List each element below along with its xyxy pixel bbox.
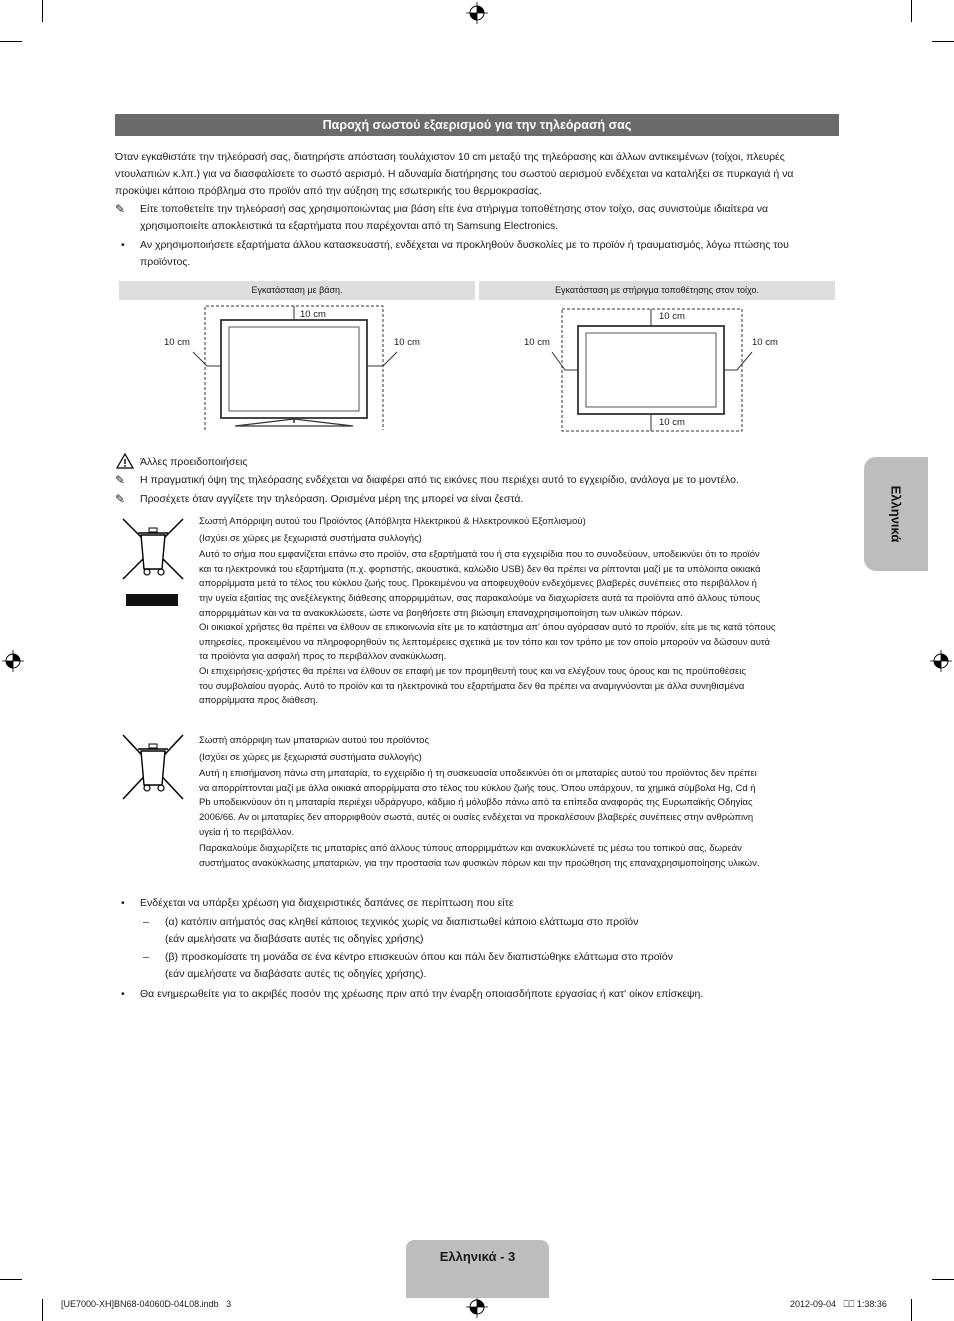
bullet-icon: • [121, 897, 125, 909]
crop-mark [0, 1279, 22, 1280]
note-line: Είτε τοποθετείτε την τηλεόρασή σας χρησιμοποιώντας μια βάση είτε ένα στήριγμα τοποθέτησης στον τοίχο, σας συνιστούμε ιδιαίτερα να [140, 203, 769, 215]
note-pencil-icon: ✎ [115, 473, 126, 487]
crop-mark [932, 41, 954, 42]
note-line: Η πραγματική όψη της τηλεόρασης ενδέχεται να διαφέρει από τις εικόνες που περιέχει αυτό το εγχειρίδιο, ανάλογα με το μοντέλο. [140, 474, 739, 486]
note-line: χρησιμοποιείτε αποκλειστικά τα εξαρτήματα που παρέχονται από τη Samsung Electronics. [140, 220, 559, 232]
note-line: Προσέχετε όταν αγγίζετε την τηλεόραση. Ορισμένα μέρη της μπορεί να είναι ζεστά. [140, 493, 524, 505]
crop-mark [911, 1299, 912, 1321]
note-pencil-icon: ✎ [115, 492, 126, 506]
wall-left-distance: 10 cm [524, 337, 550, 348]
weee-line: τα προϊόντα για ασφαλή προς το περιβάλλον ανακύκλωση. [199, 651, 447, 663]
dash-icon: – [143, 951, 149, 963]
registration-mark-icon [466, 2, 488, 24]
tv-wall-diagram [479, 300, 835, 436]
crop-mark [42, 1299, 43, 1321]
bullet-line: Αν χρησιμοποιήσετε εξαρτήματα άλλου κατασκευαστή, ενδέχεται να προκληθούν δυσκολίες με το προϊόν ή τραυματισμός, λόγω πτώσης του [140, 239, 789, 251]
language-side-tab [864, 457, 928, 571]
intro-paragraph [115, 149, 840, 200]
battery-line: Παρακαλούμε διαχωρίζετε τις μπαταρίες από άλλους τύπους απορριμμάτων και ανακυκλώνετέ τις μέσω του τοπικού σας, δωρεάν [199, 843, 742, 855]
battery-text [199, 734, 839, 871]
intro-line: προκύψει κάποιο πρόβλημα στο προϊόν από την αύξηση της εσωτερικής του θερμοκρασίας. [115, 185, 542, 197]
stand-right-distance: 10 cm [394, 337, 420, 348]
dash-line: (εάν αμελήσατε να διαβάσατε αυτές τις οδηγίες χρήσης) [165, 933, 424, 945]
registration-mark-icon [466, 1296, 488, 1318]
battery-crossed-bin-icon [121, 733, 185, 801]
weee-line: απορριμμάτων και να τα ανακυκλώσετε, ώστε να βοηθήσετε στη βιώσιμη επαναχρησιμοποίηση των υλικών πόρων. [199, 607, 683, 619]
stand-top-distance: 10 cm [300, 309, 326, 320]
bullet-item [121, 986, 841, 1003]
figure-caption-wall: Εγκατάσταση με στήριγμα τοποθέτησης στον τοίχο. [479, 281, 835, 300]
battery-line: υγεία ή το περιβάλλον. [199, 826, 295, 838]
battery-line: Pb υποδεικνύουν ότι η μπαταρία περιέχει υδράργυρο, κάδμιο ή μόλυβδο πάνω από τα επίπεδα αναφοράς της Ευρωπαϊκής Οδηγίας [199, 797, 753, 809]
battery-line: Αυτή η επισήμανση πάνω στη μπαταρία, το εγχειρίδιο ή τη συσκευασία υποδεικνύει ότι οι μπαταρίες αυτού του προϊόντος δεν πρέπει [199, 768, 757, 780]
intro-line: ντουλαπιών κ.λπ.) για να διασφαλίσετε το σωστό αερισμό. Η αδυναμία διατήρησης του σωστού αερισμού ενδέχεται να καταλήξει σε πυρκαγιά ή να [115, 168, 794, 180]
registration-mark-icon [930, 650, 952, 672]
wall-right-distance: 10 cm [752, 337, 778, 348]
note-item [115, 201, 840, 235]
bullet-line: Ενδέχεται να υπάρξει χρέωση για διαχειριστικές δαπάνες σε περίπτωση που είτε [140, 897, 514, 909]
crop-mark [42, 0, 43, 22]
crop-mark [932, 1279, 954, 1280]
page-number-tab [406, 1240, 549, 1298]
registration-mark-icon [2, 650, 24, 672]
bullet-line: προϊόντος. [140, 256, 191, 268]
dash-line: (β) προσκομίσατε τη μονάδα σε ένα κέντρο επισκευών όπου και πάλι δεν διαπιστώθηκε ελάττωμα στο προϊόν [165, 951, 673, 963]
note-pencil-icon: ✎ [115, 202, 126, 216]
bullet-icon: • [121, 988, 125, 1000]
intro-line: Όταν εγκαθιστάτε την τηλεόρασή σας, διατηρήστε απόσταση τουλάχιστον 10 cm μεταξύ της τηλεόρασης και άλλων αντικειμένων (τοίχοι, πλευρές [115, 151, 785, 163]
dash-line: (α) κατόπιν αιτήματός σας κληθεί κάποιος τεχνικός χωρίς να διαπιστωθεί κάποιο ελάττωμα στο προϊόν [165, 916, 639, 928]
dash-item [143, 914, 843, 948]
bullet-line: Θα ενημερωθείτε για το ακριβές ποσόν της χρέωσης πριν από την έναρξη οποιασδήποτε εργασίας ή κατ' οίκον επίσκεψη. [140, 988, 704, 1000]
bullet-item [121, 895, 841, 912]
tv-stand-diagram [119, 300, 475, 436]
weee-line: απορρίμματα μετά το τέλος του κύκλου ζωής τους. Προκειμένου να αποφευχθούν ενδεχόμενες βλαβερές συνέπειες στο περιβάλλον ή [199, 578, 757, 590]
weee-crossed-bin-icon [121, 517, 185, 607]
note-item [115, 472, 840, 489]
crop-mark [0, 41, 22, 42]
dash-line: (εάν αμελήσατε να διαβάσατε αυτές τις οδηγίες χρήσης). [165, 968, 427, 980]
bullet-icon: • [121, 239, 125, 251]
weee-line: του συμβολαίου αγοράς. Αυτό το προϊόν και τα ηλεκτρονικά του εξαρτήματα δεν θα πρέπει να αναμιγνύονται με άλλα συνηθισμένα [199, 680, 745, 692]
print-date-info: 2012-09-04 ⎕⎕ 1:38:36 [790, 1299, 887, 1309]
weee-line: (Ισχύει σε χώρες με ξεχωριστά συστήματα συλλογής) [199, 532, 422, 544]
bullet-item [121, 237, 841, 271]
weee-line: Σωστή Απόρριψη αυτού του Προϊόντος (Απόβλητα Ηλεκτρικού & Ηλεκτρονικού Εξοπλισμού) [199, 516, 586, 527]
wall-bottom-distance: 10 cm [659, 417, 685, 428]
weee-text [199, 515, 839, 709]
weee-line: και τα ηλεκτρονικά του εξαρτήματα (π.χ. φορτιστής, ακουστικά, καλώδιο USB) δεν θα πρέπει να ρίπτονται μαζί με τα υπόλοιπα οικιακά [199, 563, 761, 575]
weee-line: υπηρεσίες, προκειμένου να πληροφορηθούν τις λεπτομέρειες σχετικά με τον τόπο και τον τρόπο με τον οποίο μπορούν να δώσουν αυτά [199, 636, 771, 648]
section-title: Παροχή σωστού εξαερισμού για την τηλεόρασή σας [115, 114, 839, 136]
dash-icon: – [143, 916, 149, 928]
crop-mark [911, 0, 912, 22]
print-file-info: [UE7000-XH]BN68-04060D-04L08.indb 3 [61, 1299, 232, 1309]
battery-line: Σωστή απόρριψη των μπαταριών αυτού του προϊόντος [199, 735, 430, 746]
weee-line: την υγεία εξαιτίας της ανεξέλεγκτης διάθεσης απορριμμάτων, σας παρακαλούμε να διαχωρίσετε αυτά τα προϊόντα από άλλους τύπους [199, 592, 760, 604]
battery-line: (Ισχύει σε χώρες με ξεχωριστά συστήματα συλλογής) [199, 751, 422, 763]
note-item [115, 491, 840, 508]
stand-left-distance: 10 cm [164, 337, 190, 348]
wall-top-distance: 10 cm [659, 311, 685, 322]
weee-line: Οι οικιακοί χρήστες θα πρέπει να έλθουν σε επικοινωνία είτε με το κατάστημα απ' όπου αγόρασαν αυτό το προϊόν, είτε με τις κατά τόπους [199, 622, 776, 634]
dash-item [143, 949, 843, 983]
weee-line: Αυτό το σήμα που εμφανίζεται επάνω στο προϊόν, στα εξαρτήματά του ή στα εγχειρίδια που το συνοδεύουν, υποδεικνύει ότι το προϊόν [199, 549, 760, 561]
caution-title: Άλλες προειδοποιήσεις [140, 456, 248, 468]
battery-line: 2006/66. Αν οι μπαταρίες δεν απορριφθούν σωστά, αυτές οι ουσίες ενδέχεται να προκαλέσουν βλαβερές συνέπειες στην ανθρώπινη [199, 811, 754, 823]
language-side-tab-label: Ελληνικά [888, 485, 904, 543]
page-number: Ελληνικά - 3 [439, 1249, 516, 1264]
figure-caption-stand: Εγκατάσταση με βάση. [119, 281, 475, 300]
caution-triangle-icon [116, 453, 134, 469]
battery-line: να απορρίπτονται μαζί με άλλα οικιακά απορρίμματα στο τέλος του κύκλου ζωής τους. Όπου υπάρχουν, τα χημικά σύμβολα Hg, Cd ή [199, 782, 756, 794]
weee-line: απορρίμματα προς διάθεση. [199, 695, 318, 707]
weee-line: Οι επιχειρήσεις-χρήστες θα πρέπει να έλθουν σε επαφή με τον προμηθευτή τους και να ελέγξουν τους όρους και τις προϋποθέσεις [199, 665, 746, 677]
battery-line: συστήματος ανακύκλωσης μπαταριών, για την προστασία των φυσικών πόρων και την προώθηση της επαναχρησιμοποίησης υλικών. [199, 857, 760, 869]
